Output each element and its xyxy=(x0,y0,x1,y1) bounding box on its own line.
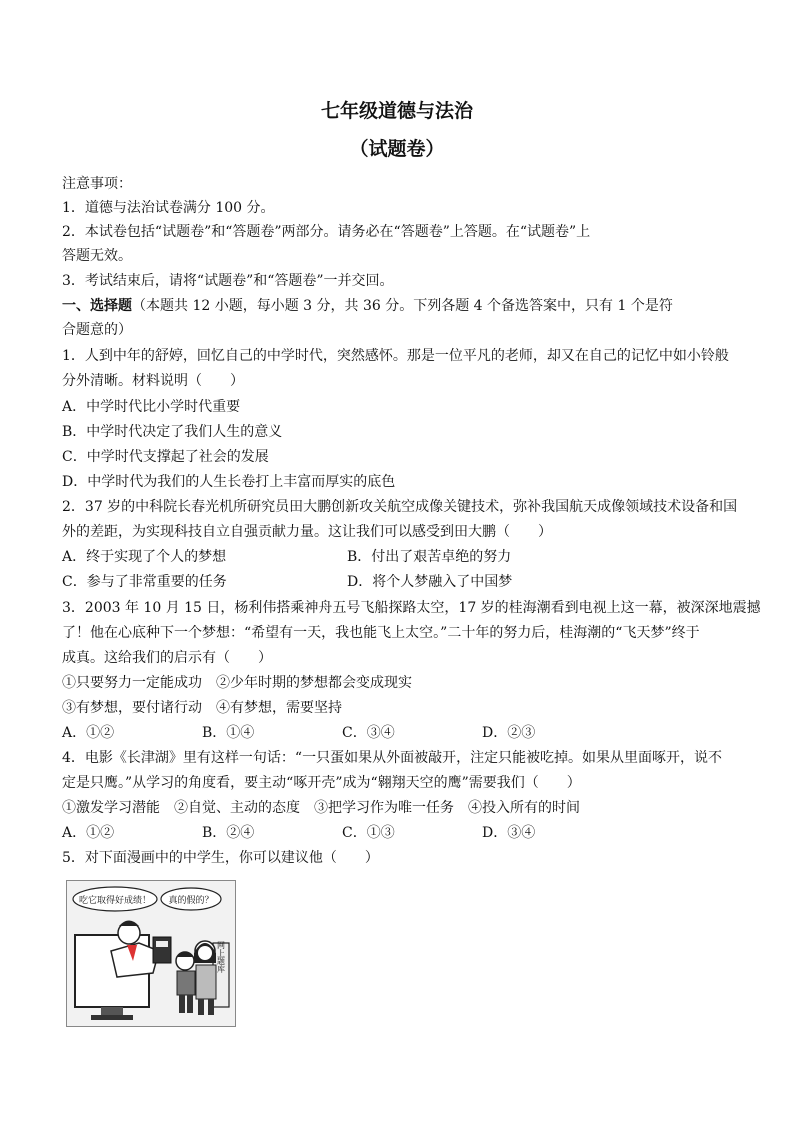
q2-options-row xyxy=(62,572,632,592)
q4-statements: ①激发学习潜能 ②自觉、主动的态度 ③把学习作为唯一任务 ④投入所有的时间 xyxy=(62,800,580,816)
q3-stem: 3．2003 年 10 月 15 日，杨利伟搭乘神舟五号飞船探路太空，17 岁的桂海潮看到电视上这一幕，被深深地震撼 xyxy=(62,600,761,616)
q1-stem: 1．人到中年的舒婷，回忆自己的中学时代，突然感怀。那是一位平凡的老师，却又在自己的记忆中如小铃般 xyxy=(62,348,729,364)
q2-stem: 2．37 岁的中科院长春光机所研究员田大鹏创新攻关航空成像关键技术，弥补我国航天成像领域技术设备和国 xyxy=(62,499,738,515)
q1-option-c: C．中学时代支撑起了社会的发展 xyxy=(62,449,269,465)
section-desc: （本题共 12 小题，每小题 3 分，共 36 分。下列各题 4 个备选答案中，只有 1 个是符 xyxy=(132,298,673,314)
q2-stem-cont: 外的差距，为实现科技自立自强贡献力量。这让我们可以感受到田大鹏（ ） xyxy=(62,524,552,540)
notes-heading: 注意事项： xyxy=(62,176,132,192)
q4-option-d: D．③④ xyxy=(482,825,536,841)
section-desc-cont: 合题意的） xyxy=(62,322,132,338)
q3-options-row xyxy=(62,723,622,743)
bubble-text-left: 吃它取得好成绩！ xyxy=(78,896,152,906)
q2-option-c: C．参与了非常重要的任务 xyxy=(62,574,227,590)
q2-options-row xyxy=(62,547,632,567)
q3-option-c: C．③④ xyxy=(342,725,395,741)
q3-statements: ③有梦想，要付诸行动 ④有梦想，需要坚持 xyxy=(62,700,342,716)
q3-option-b: B．①④ xyxy=(202,725,255,741)
comic-illustration xyxy=(66,880,236,1027)
q4-options-row xyxy=(62,823,622,843)
q2-option-a: A．终于实现了个人的梦想 xyxy=(62,549,227,565)
bubble-text-right: 真的假的？ xyxy=(168,896,214,906)
page-subtitle: （试题卷） xyxy=(349,138,445,160)
note-item: 1．道德与法治试卷满分 100 分。 xyxy=(62,200,275,216)
q3-stem-cont: 了！他在心底种下一个梦想：“希望有一天，我也能飞上太空。”二十年的努力后，桂海潮的“飞天梦”终于 xyxy=(62,625,700,641)
q3-option-a: A．①② xyxy=(62,725,115,741)
q1-option-d: D．中学时代为我们的人生长卷打上丰富而厚实的底色 xyxy=(62,474,396,490)
page-title: 七年级道德与法治 xyxy=(320,100,473,122)
q5-stem: 5．对下面漫画中的中学生，你可以建议他（ ） xyxy=(62,850,379,866)
section-label: 一、选择题 xyxy=(62,298,132,314)
q1-stem-cont: 分外清晰。材料说明（ ） xyxy=(62,373,244,389)
q3-statements: ①只要努力一定能成功 ②少年时期的梦想都会变成现实 xyxy=(62,675,412,691)
q3-option-d: D．②③ xyxy=(482,725,536,741)
note-item: 答题无效。 xyxy=(62,248,132,264)
q4-option-c: C．①③ xyxy=(342,825,395,841)
q4-stem-cont: 定是只鹰。”从学习的角度看，要主动“啄开壳”成为“翱翔天空的鹰”需要我们（ ） xyxy=(62,775,581,791)
q4-stem: 4．电影《长津湖》里有这样一句话：“一只蛋如果从外面被敲开，注定只能被吃掉。如果从里面啄开，说不 xyxy=(62,750,723,766)
question-bank-book xyxy=(153,937,171,963)
note-item: 2．本试卷包括“试题卷”和“答题卷”两部分。请务必在“答题卷”上答题。在“试题卷”上 xyxy=(62,224,591,240)
banner-text: 网上题库 xyxy=(216,941,226,973)
comic-drawing xyxy=(67,881,235,1026)
q1-option-a: A．中学时代比小学时代重要 xyxy=(62,399,241,415)
q4-option-b: B．②④ xyxy=(202,825,255,841)
q3-stem-cont: 成真。这给我们的启示有（ ） xyxy=(62,650,272,666)
q2-option-b: B．付出了艰苦卓绝的努力 xyxy=(347,549,512,565)
q4-option-a: A．①② xyxy=(62,825,115,841)
q2-option-d: D．将个人梦融入了中国梦 xyxy=(347,574,513,590)
q1-option-b: B．中学时代决定了我们人生的意义 xyxy=(62,424,283,440)
section-header xyxy=(62,296,673,316)
note-item: 3．考试结束后，请将“试题卷”和“答题卷”一并交回。 xyxy=(62,273,394,289)
